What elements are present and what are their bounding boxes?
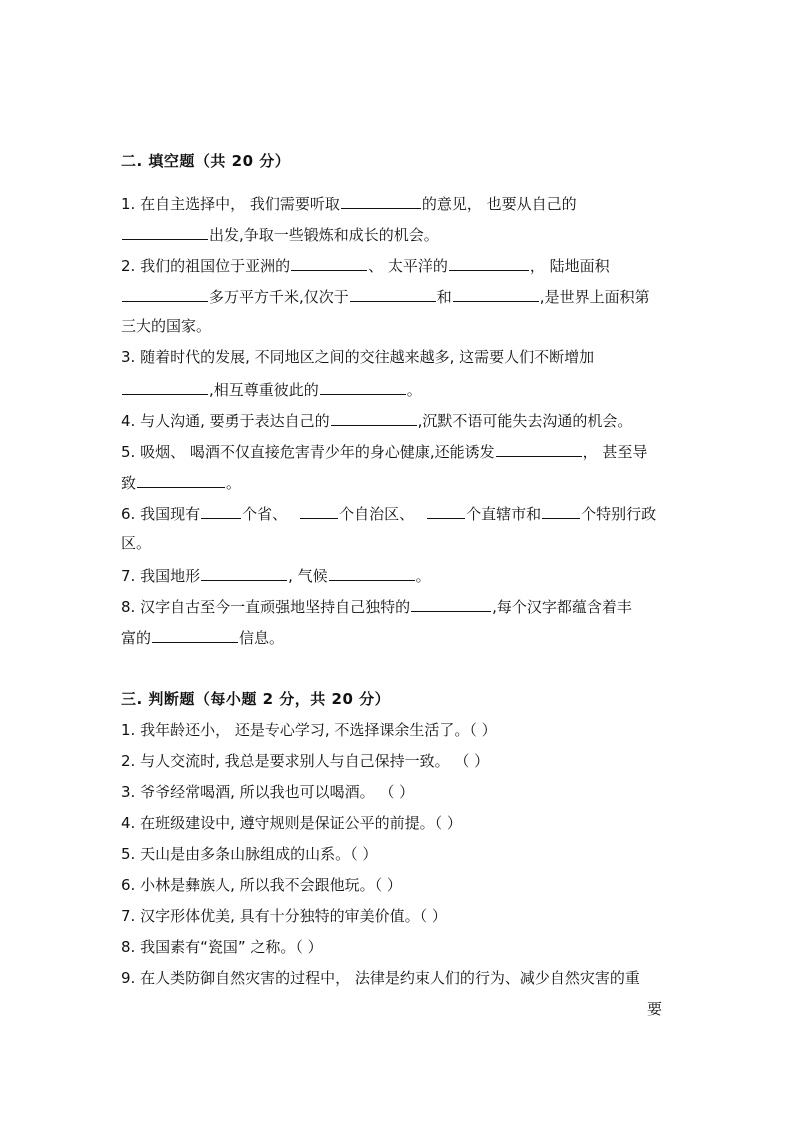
- answer-blank[interactable]: [350, 285, 436, 302]
- fill-q1-line2: 出发,争取一些锻炼和成长的机会。: [121, 223, 439, 245]
- answer-blank[interactable]: [320, 378, 406, 395]
- answer-blank[interactable]: [341, 192, 421, 209]
- judge-item-4: 4. 在班级建设中, 遵守规则是保证公平的前提。（ ）: [121, 814, 462, 832]
- fill-q3-line1: 3. 随着时代的发展, 不同地区之间的交往越来越多, 这需要人们不断增加: [121, 348, 595, 366]
- answer-blank[interactable]: [542, 502, 580, 519]
- answer-blank[interactable]: [201, 502, 241, 519]
- answer-blank[interactable]: [152, 626, 238, 643]
- judge-item-1: 1. 我年龄还小， 还是专心学习, 不选择课余生活了。（ ）: [121, 721, 497, 739]
- answer-blank[interactable]: [449, 254, 529, 271]
- judge-item-6: 6. 小林是彝族人, 所以我不会跟他玩。（ ）: [121, 876, 402, 894]
- judge-item-8: 8. 我国素有“瓷国” 之称。（ ）: [121, 938, 323, 956]
- answer-blank[interactable]: [411, 595, 491, 612]
- fill-q2-line3: 三大的国家。: [121, 317, 212, 335]
- fill-q8-line2: 富的 信息。: [121, 626, 284, 648]
- answer-blank[interactable]: [291, 254, 367, 271]
- fill-q1-line1: 1. 在自主选择中， 我们需要听取 的意见， 也要从自己的: [121, 192, 577, 214]
- answer-blank[interactable]: [137, 471, 225, 488]
- fill-q2-line2: 多万平方千米,仅次于 和 ,是世界上面积第: [121, 285, 650, 307]
- fill-q5-line1: 5. 吸烟、 喝酒不仅直接危害青少年的身心健康,还能诱发 ， 甚至导: [121, 440, 647, 462]
- answer-blank[interactable]: [122, 223, 208, 240]
- answer-blank[interactable]: [329, 564, 415, 581]
- section-3-title: 三. 判断题（每小题 2 分，共 20 分）: [121, 690, 391, 708]
- fill-q6-line1: 6. 我国现有 个省、 个自治区、 个直辖市和 个特别行政: [121, 502, 656, 524]
- fill-q8-line1: 8. 汉字自古至今一直顽强地坚持自己独特的 ,每个汉字都蕴含着丰: [121, 595, 632, 617]
- judge-item-9-tail: 要: [647, 1000, 663, 1018]
- judge-item-5: 5. 天山是由多条山脉组成的山系。（ ）: [121, 845, 378, 863]
- fill-q3-line2: ,相互尊重彼此的 。: [121, 378, 422, 400]
- section-2-title: 二. 填空题（共 20 分）: [121, 152, 291, 170]
- answer-blank[interactable]: [453, 285, 539, 302]
- answer-blank[interactable]: [201, 564, 287, 581]
- fill-q5-line2: 致 。: [121, 471, 241, 493]
- judge-item-9: 9. 在人类防御自然灾害的过程中， 法律是约束人们的行为、减少自然灾害的重: [121, 969, 640, 987]
- fill-q2-line1: 2. 我们的祖国位于亚洲的 、 太平洋的 ， 陆地面积: [121, 254, 610, 276]
- answer-blank[interactable]: [300, 502, 338, 519]
- answer-blank[interactable]: [122, 285, 208, 302]
- answer-blank[interactable]: [427, 502, 465, 519]
- fill-q4: 4. 与人沟通, 要勇于表达自己的 ,沉默不语可能失去沟通的机会。: [121, 409, 632, 431]
- judge-item-2: 2. 与人交流时, 我总是要求别人与自己保持一致。 （ ）: [121, 752, 490, 770]
- fill-q7: 7. 我国地形 , 气候 。: [121, 564, 431, 586]
- fill-q6-line2: 区。: [121, 534, 152, 552]
- answer-blank[interactable]: [331, 409, 417, 426]
- answer-blank[interactable]: [122, 378, 208, 395]
- answer-blank[interactable]: [496, 440, 582, 457]
- judge-item-7: 7. 汉字形体优美, 具有十分独特的审美价值。（ ）: [121, 907, 447, 925]
- judge-item-3: 3. 爷爷经常喝酒, 所以我也可以喝酒。 （ ）: [121, 783, 415, 801]
